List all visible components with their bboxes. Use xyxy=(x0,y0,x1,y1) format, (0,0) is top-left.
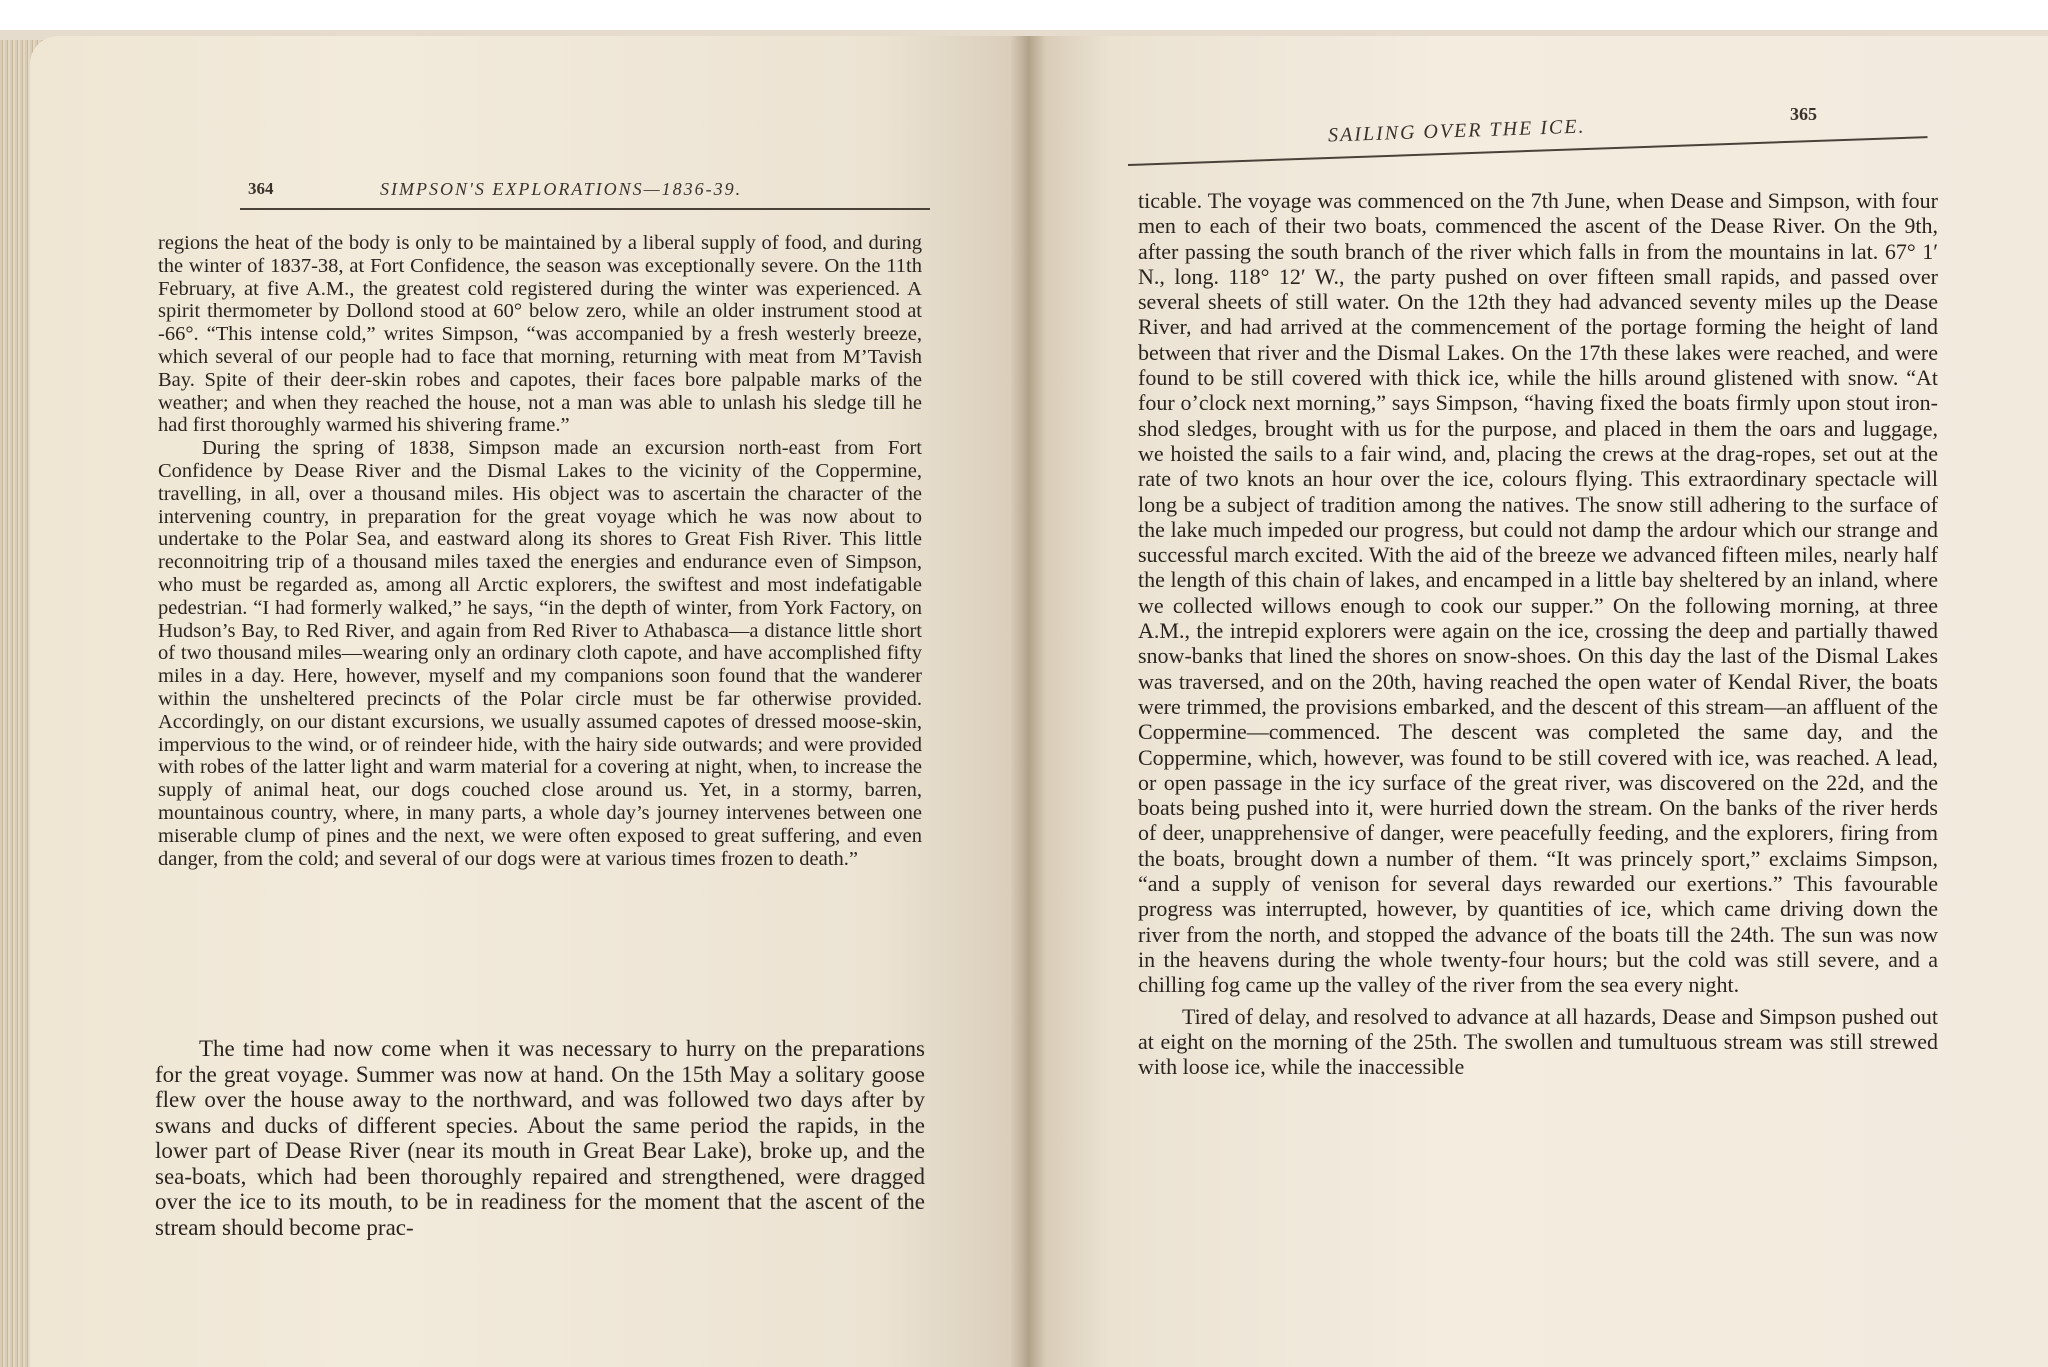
left-body-text-lower xyxy=(155,1036,925,1240)
right-body-text xyxy=(1138,188,1938,1079)
left-running-head: SIMPSON'S EXPLORATIONS—1836-39. xyxy=(380,179,743,199)
left-header-rule xyxy=(240,208,930,210)
left-body-text xyxy=(158,232,922,870)
book-gutter xyxy=(1010,36,1046,1367)
right-header-rule xyxy=(1128,136,1928,166)
left-paragraph-3: The time had now come when it was necessary to hurry on the preparations for the great voyage. Summer was now at hand. On the 15th May a solitary goose flew over the house away to the northward, and was followed two days after by swans and ducks of different species. About the same period the rapids, in the lower part of Dease River (near its mouth in Great Bear Lake), broke up, and the sea-boats, which had been thoroughly repaired and strengthened, were dragged over the ice to its mouth, to be in readiness for the moment that the ascent of the stream should become prac- xyxy=(155,1036,925,1240)
right-running-head: SAILING OVER THE ICE. xyxy=(1327,115,1586,147)
right-paragraph-2: Tired of delay, and resolved to advance at all hazards, Dease and Simpson pushed out at eight on the morning of the 25th. The swollen and tumultuous stream was still strewed with loose ice, while the inaccessible xyxy=(1138,1003,1938,1080)
right-paragraph-1: ticable. The voyage was commenced on the 7th June, when Dease and Simpson, with four men to each of their two boats, commenced the ascent of the Dease River. On the 9th, after passing the south branch of the river which falls in from the mountains in lat. 67° 1′ N., long. 118° 12′ W., the party pushed on over fifteen small rapids, and passed over several sheets of still water. On the 12th they had advanced seventy miles up the Dease River, and had arrived at the commencement of the portage forming the height of land between that river and the Dismal Lakes. On the 17th these lakes were reached, and were found to be still covered with thick ice, while the hills around glistened with snow. “At four o’clock next morning,” says Simpson, “having fixed the boats firmly upon stout iron-shod sledges, brought with us for the purpose, and placed in them the oars and luggage, we hoisted the sails to a fair wind, and, placing the crews at the drag-ropes, set out at the rate of two knots an hour over the ice, colours flying. This extraordinary spectacle will long be a subject of tradition among the natives. The snow still adhering to the surface of the lake much impeded our progress, but could not damp the ardour which our strange and successful march excited. With the aid of the breeze we advanced fifteen miles, nearly half the length of this chain of lakes, and encamped in a little bay sheltered by an inland, where we collected willows enough to cook our supper.” On the following morning, at three A.M., the intrepid explorers were again on the ice, crossing the deep and partially thawed snow-banks that lined the shores on snow-shoes. On this day the last of the Dismal Lakes was traversed, and on the 20th, having reached the open water of Kendal River, the boats were trimmed, the provisions embarked, and the descent of this stream—an affluent of the Coppermine—commenced. The descent was completed the same day, and the Coppermine, which, however, was found to be still covered with ice, was reached. A lead, or open passage in the icy surface of the great river, was discovered on the 22d, and the boats being pushed into it, were hurried down the stream. On the banks of the river herds of deer, unapprehensive of danger, were peacefully feeding, and the explorers, firing from the boats, brought down a number of them. “It was princely sport,” exclaims Simpson, “and a supply of venison for several days rewarded our exertions.” This favourable progress was interrupted, however, by quantities of ice, which came driving down the river from the north, and stopped the advance of the boats till the 24th. The sun was now in the heavens during the whole twenty-four hours; but the cold was still severe, and a chilling fog came up the valley of the river from the sea every night. xyxy=(1138,188,1938,998)
left-paragraph-1: regions the heat of the body is only to be maintained by a liberal supply of food, and during the winter of 1837-38, at Fort Confidence, the season was exceptionally severe. On the 11th February, at five A.M., the greatest cold registered during the winter was experienced. A spirit thermometer by Dollond stood at 60° below zero, while an older instrument stood at -66°. “This intense cold,” writes Simpson, “was accompanied by a fresh westerly breeze, which several of our people had to face that morning, returning with meat from M’Tavish Bay. Spite of their deer-skin robes and capotes, their faces bore palpable marks of the weather; and when they reached the house, not a man was able to unlash his sledge till he had first thoroughly warmed his shivering frame.” xyxy=(158,232,922,437)
left-paragraph-2: During the spring of 1838, Simpson made an excursion north-east from Fort Confidence by Dease River and the Dismal Lakes to the vicinity of the Coppermine, travelling, in all, over a thousand miles. His object was to ascertain the character of the intervening country, in preparation for the great voyage which he was now about to undertake to the Polar Sea, and eastward along its shores to Great Fish River. This little reconnoitring trip of a thousand miles taxed the energies and endurance even of Simpson, who must be regarded as, among all Arctic explorers, the swiftest and most indefatigable pedestrian. “I had formerly walked,” he says, “in the depth of winter, from York Factory, on Hudson’s Bay, to Red River, and again from Red River to Athabasca—a distance little short of two thousand miles—wearing only an ordinary cloth capote, and have accomplished fifty miles in a day. Here, however, myself and my companions soon found that the wanderer within the unsheltered precincts of the Polar circle must be far otherwise provided. Accordingly, on our distant excursions, we usually assumed capotes of dressed moose-skin, impervious to the wind, or of reindeer hide, with the hairy side outwards; and were provided with robes of the latter light and warm material for a covering at night, when, to increase the supply of animal heat, our dogs couched close around us. Yet, in a stormy, barren, mountainous country, where, in many parts, a whole day’s journey intervenes between one miserable clump of pines and the next, we were often exposed to great suffering, and even danger, from the cold; and several of our dogs were at various times frozen to death.” xyxy=(158,437,922,870)
right-page xyxy=(1028,36,2048,1367)
left-page xyxy=(30,36,1028,1367)
left-page-number: 364 xyxy=(248,179,274,198)
right-page-number: 365 xyxy=(1790,104,1817,124)
